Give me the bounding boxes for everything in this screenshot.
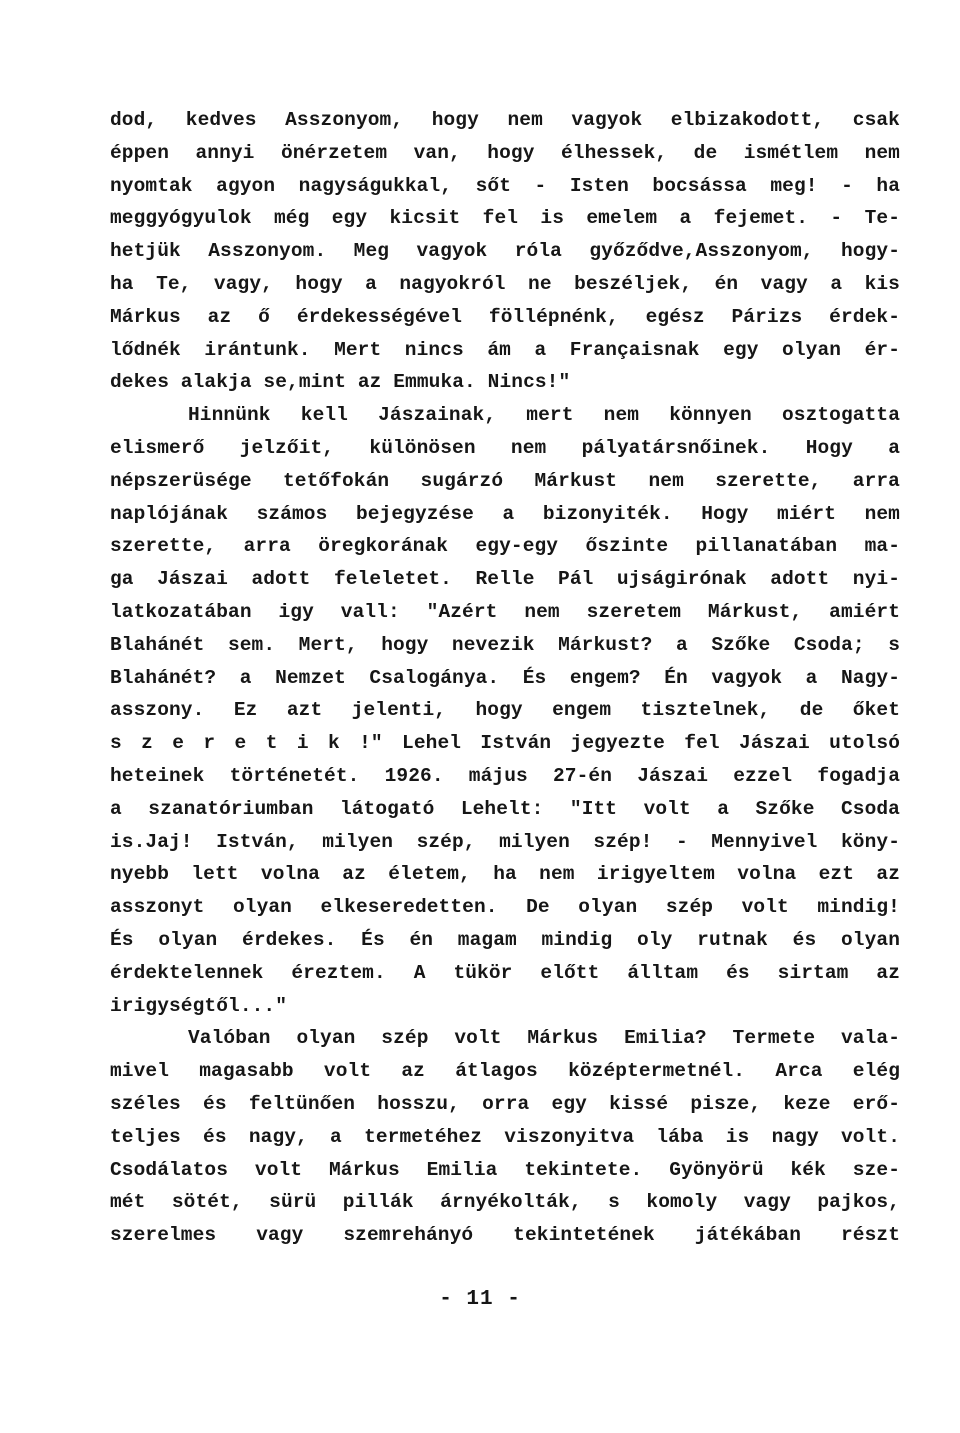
text-line: mét sötét, sürü pillák árnyékolták, s komoly vagy pajkos, [110, 1191, 900, 1214]
text-line: Blahánét? a Nemzet Csalogánya. És engem? Én vagyok a Nagy- [110, 666, 900, 689]
text-line: ga Jászai adott feleletet. Relle Pál ujságirónak adott nyi- [110, 568, 900, 591]
text-line: szerelmes vagy szemrehányó tekintetének játékában részt [110, 1224, 900, 1247]
text-line: a szanatóriumban látogató Lehelt: "Itt volt a Szőke Csoda [110, 797, 900, 820]
text-line: nyebb lett volna az életem, ha nem irigyeltem volna ezt az [110, 863, 900, 886]
text-line: érdektelennek éreztem. A tükör előtt álltam és sirtam az [110, 961, 900, 984]
text-line: nyomtak agyon nagyságukkal, sőt - Isten bocsássa meg! - ha [110, 174, 900, 197]
text-line: elismerő jelzőit, különösen nem pályatársnőinek. Hogy a [110, 436, 900, 459]
text-line: Csodálatos volt Márkus Emilia tekintete. Gyönyörü kék sze- [110, 1158, 900, 1181]
text-line: Blahánét sem. Mert, hogy nevezik Márkust? a Szőke Csoda; s [110, 633, 900, 656]
text-line: szerette, arra öregkorának egy-egy őszinte pillanatában ma- [110, 535, 900, 558]
text-line: meggyógyulok még egy kicsit fel is emelem a fejemet. - Te- [110, 207, 900, 230]
text-line: éppen annyi önérzetem van, hogy élhessek, de ismétlem nem [110, 141, 900, 164]
body-text [110, 104, 900, 1252]
text-line: heteinek történetét. 1926. május 27-én Jászai ezzel fogadja [110, 764, 900, 787]
text-line: széles és feltünően hosszu, orra egy kissé pisze, keze erő- [110, 1092, 900, 1115]
text-line: Márkus az ő érdekességével föllépnénk, egész Párizs érdek- [110, 305, 900, 328]
text-line: s z e r e t i k !" Lehel István jegyezte fel Jászai utolsó [110, 732, 900, 755]
text-line: asszonyt olyan elkeseredetten. De olyan szép volt mindig! [110, 896, 900, 919]
text-line: dekes alakja se,mint az Emmuka. Nincs!" [110, 371, 571, 394]
text-line: irigységtől..." [110, 994, 288, 1017]
text-line: teljes és nagy, a termetéhez viszonyitva lába is nagy volt. [110, 1125, 900, 1148]
text-line: És olyan érdekes. És én magam mindig oly rutnak és olyan [110, 928, 900, 951]
text-line: hetjük Asszonyom. Meg vagyok róla győződve,Asszonyom, hogy- [110, 240, 900, 263]
text-line: dod, kedves Asszonyom, hogy nem vagyok elbizakodott, csak [110, 109, 900, 131]
text-line: is.Jaj! István, milyen szép, milyen szép! - Mennyivel köny- [110, 830, 900, 853]
text-line: ha Te, vagy, hogy a nagyokról ne beszéljek, én vagy a kis [110, 272, 900, 295]
text-line: asszony. Ez azt jelenti, hogy engem tisztelnek, de őket [110, 699, 900, 722]
text-line: latkozatában igy vall: "Azért nem szeretem Márkust, amiért [110, 600, 900, 623]
text-line: naplójának számos bejegyzése a bizonyiték. Hogy miért nem [110, 502, 900, 525]
text-line: Hinnünk kell Jászainak, mert nem könnyen osztogatta [188, 404, 900, 427]
page-number: - 11 - [439, 1288, 521, 1311]
text-line: népszerüsége tetőfokán sugárzó Márkust nem szerette, arra [110, 469, 900, 492]
text-line: lődnék irántunk. Mert nincs ám a Françaisnak egy olyan ér- [110, 338, 900, 361]
text-line: Valóban olyan szép volt Márkus Emilia? Termete vala- [188, 1027, 900, 1050]
text-line: mivel magasabb volt az átlagos középtermetnél. Arca elég [110, 1060, 900, 1083]
